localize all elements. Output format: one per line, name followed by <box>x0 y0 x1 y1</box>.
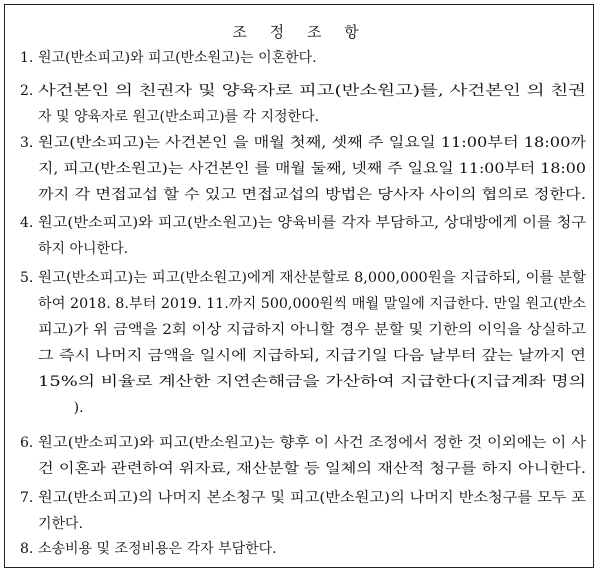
clause-line <box>38 265 586 291</box>
clause-text: 원고(반소피고)의 나머지 본소청구 및 피고(반소원고)의 나머지 반소청구를 모두 포 <box>38 490 586 506</box>
clause-text: 하여 2018. 8.부터 2019. 11.까지 500,000원씩 매월 말일에 지급한다. 만일 원고(반소 <box>38 296 586 312</box>
clause-number: 7. <box>20 490 34 506</box>
clause-text: 소송비용 및 조정비용은 각자 부담한다. <box>38 541 277 557</box>
document-title: 조 정 조 항 <box>232 23 368 41</box>
clause-line <box>38 369 586 395</box>
clause-text: 건 이혼과 관련하여 위자료, 재산분할 등 일체의 재산적 청구를 하지 아니한다. <box>38 461 586 477</box>
clause-text: 하지 아니한다. <box>38 241 129 257</box>
clause-number: 6. <box>20 435 34 451</box>
clause-text: 사건본인 의 친권자 및 양육자로 피고(반소원고)를, 사건본인 의 친권 <box>38 83 586 99</box>
clause-line <box>38 485 586 511</box>
clause-line <box>38 182 586 208</box>
clause-6 <box>20 430 586 482</box>
clause-line <box>38 395 84 421</box>
clause-line <box>38 317 586 343</box>
clause-text: 지, 피고(반소원고)는 사건본인 를 매월 둘째, 넷째 주 일요일 11:00부터 18:00 <box>38 161 586 177</box>
clause-2 <box>20 78 586 130</box>
clause-line <box>38 45 317 71</box>
clause-1 <box>20 45 580 71</box>
clause-number: 5. <box>20 270 34 286</box>
clause-text: 기한다. <box>38 516 84 532</box>
clause-number: 3. <box>20 135 34 151</box>
clause-number: 1. <box>20 50 34 66</box>
clause-text: 원고(반소피고)와 피고(반소원고)는 이혼한다. <box>38 50 317 66</box>
clause-line <box>38 456 586 482</box>
clause-number: 4. <box>20 215 34 231</box>
clause-8 <box>20 536 580 562</box>
clause-line <box>38 210 586 236</box>
clause-line <box>38 430 586 456</box>
clause-line <box>38 130 586 156</box>
clause-number: 8. <box>20 541 34 557</box>
clause-text: 피고)가 위 금액을 2회 이상 지급하지 아니할 경우 분할 및 기한의 이익을 상실하고 <box>38 322 586 338</box>
clause-line <box>38 536 277 562</box>
clause-text: 원고(반소피고)와 피고(반소원고)는 양육비를 각자 부담하고, 상대방에게 이를 청구 <box>38 215 586 231</box>
clause-line <box>38 78 586 104</box>
clause-line <box>38 156 586 182</box>
clause-line <box>38 104 319 130</box>
clause-number: 2. <box>20 83 34 99</box>
clause-text: 원고(반소피고)는 피고(반소원고)에게 재산분할로 8,000,000원을 지급하되, 이를 분할 <box>38 270 586 286</box>
clause-line <box>38 511 83 537</box>
clause-line <box>38 291 586 317</box>
clause-text: 자 및 양육자로 원고(반소피고)를 각 지정한다. <box>38 109 320 125</box>
clause-text: 까지 각 면접교섭 할 수 있고 면접교섭의 방법은 당사자 사이의 협의로 정한다. <box>38 187 586 203</box>
clause-line <box>38 343 586 369</box>
clause-text: 15%의 비율로 계산한 지연손해금을 가산하여 지급한다(지급계좌 명의 <box>38 374 586 390</box>
clause-text: 그 즉시 나머지 금액을 일시에 지급하되, 지급기일 다음 날부터 갚는 날까지 연 <box>38 348 586 364</box>
clause-line <box>38 236 128 262</box>
clause-text: 원고(반소피고)와 피고(반소원고)는 향후 이 사건 조정에서 정한 것 이외에는 이 사 <box>38 435 586 451</box>
clause-text: 원고(반소피고)는 사건본인 을 매월 첫째, 셋째 주 일요일 11:00부터 18:00까 <box>38 135 586 151</box>
clause-3 <box>20 130 586 208</box>
clause-7 <box>20 485 586 537</box>
clause-5 <box>20 265 586 421</box>
clause-text: ). <box>38 400 84 416</box>
clause-4 <box>20 210 586 262</box>
